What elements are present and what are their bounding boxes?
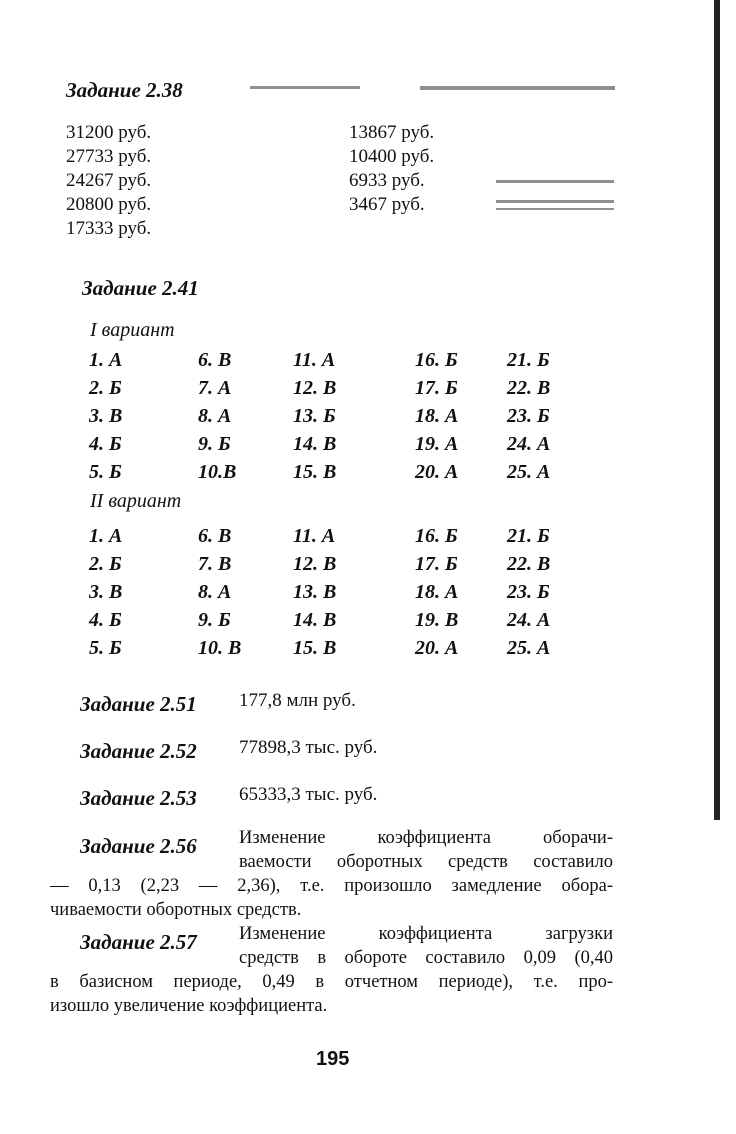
answer-item: 9. Б (198, 433, 231, 455)
variant-2-col-3 (293, 522, 336, 662)
task-256-line-4: чиваемости оборотных средств. (50, 900, 302, 920)
answer-item: 4. Б (89, 609, 122, 631)
answer-item: 12. В (293, 553, 337, 575)
answer-item: 22. В (507, 377, 551, 399)
answer-item: 10.В (198, 461, 237, 483)
answer-item: 11. А (293, 349, 336, 371)
answer-item: 17. Б (415, 553, 458, 575)
scan-noise (496, 208, 614, 210)
variant-1-label: I вариант (90, 319, 175, 341)
value: 24267 руб. (66, 170, 152, 191)
answer-item: 3. В (89, 405, 123, 427)
variant-2-col-1 (89, 522, 122, 662)
variant-2-col-4 (415, 522, 458, 662)
value: 10400 руб. (349, 146, 435, 167)
answer-item: 2. Б (89, 553, 122, 575)
answer-item: 5. Б (89, 637, 122, 659)
answer-item: 11. А (293, 525, 336, 547)
answer-item: 16. Б (415, 349, 458, 371)
answer-item: 17. Б (415, 377, 458, 399)
answer-item: 22. В (507, 553, 551, 575)
task-257-line-1: Изменение коэффициента загрузки (239, 924, 613, 944)
answer-item: 15. В (293, 461, 337, 483)
variant-1-col-3 (293, 346, 336, 486)
answer-item: 20. А (415, 637, 459, 659)
answer-item: 19. А (415, 433, 459, 455)
answer-item: 2. Б (89, 377, 122, 399)
answer-item: 23. Б (507, 581, 550, 603)
answer-item: 25. А (507, 461, 551, 483)
answer-item: 6. В (198, 525, 232, 547)
value: 31200 руб. (66, 122, 152, 143)
answer-item: 18. А (415, 405, 459, 427)
scan-noise (496, 180, 614, 183)
scan-noise (250, 86, 360, 89)
task-257-line-2: средств в обороте составило 0,09 (0,40 (239, 948, 613, 968)
task-251-answer: 177,8 млн руб. (239, 690, 356, 711)
answer-item: 21. Б (507, 525, 550, 547)
task-238-left-values (66, 121, 151, 241)
answer-item: 1. А (89, 525, 123, 547)
answer-item: 9. Б (198, 609, 231, 631)
answer-item: 24. А (507, 433, 551, 455)
task-257-line-3: в базисном периоде, 0,49 в отчетном периоде), т.е. про- (50, 972, 613, 992)
task-253-title: Задание 2.53 (80, 786, 197, 810)
answer-item: 7. В (198, 553, 232, 575)
answer-item: 20. А (415, 461, 459, 483)
scan-edge (714, 0, 720, 820)
answer-item: 14. В (293, 433, 337, 455)
value: 27733 руб. (66, 146, 152, 167)
variant-1-col-2 (198, 346, 236, 486)
answer-item: 5. Б (89, 461, 122, 483)
answer-item: 10. В (198, 637, 242, 659)
value: 20800 руб. (66, 194, 152, 215)
task-241-title: Задание 2.41 (82, 276, 199, 300)
answer-item: 18. А (415, 581, 459, 603)
task-252-answer: 77898,3 тыс. руб. (239, 737, 378, 758)
answer-item: 8. А (198, 405, 232, 427)
answer-item: 23. Б (507, 405, 550, 427)
answer-item: 6. В (198, 349, 232, 371)
answer-item: 15. В (293, 637, 337, 659)
answer-item: 8. А (198, 581, 232, 603)
answer-item: 19. В (415, 609, 459, 631)
task-253-answer: 65333,3 тыс. руб. (239, 784, 378, 805)
value: 6933 руб. (349, 170, 425, 191)
variant-2-label: II вариант (90, 490, 182, 512)
value: 13867 руб. (349, 122, 435, 143)
task-256-line-1: Изменение коэффициента оборачи- (239, 828, 613, 848)
variant-2-col-2 (198, 522, 241, 662)
answer-item: 21. Б (507, 349, 550, 371)
task-256-line-2: ваемости оборотных средств составило (239, 852, 613, 872)
variant-1-col-1 (89, 346, 122, 486)
task-257-title: Задание 2.57 (80, 930, 197, 954)
task-238-right-values (349, 121, 434, 217)
variant-1-col-5 (507, 346, 550, 486)
task-238-title: Задание 2.38 (66, 78, 183, 102)
value: 3467 руб. (349, 194, 425, 215)
scan-noise (496, 200, 614, 203)
value: 17333 руб. (66, 218, 152, 239)
task-252-title: Задание 2.52 (80, 739, 197, 763)
answer-item: 16. Б (415, 525, 458, 547)
answer-item: 12. В (293, 377, 337, 399)
task-256-line-3: — 0,13 (2,23 — 2,36), т.е. произошло замедление обора- (50, 876, 613, 896)
page-number: 195 (316, 1048, 350, 1070)
answer-item: 24. А (507, 609, 551, 631)
variant-2-col-5 (507, 522, 550, 662)
answer-item: 3. В (89, 581, 123, 603)
variant-1-col-4 (415, 346, 458, 486)
answer-item: 13. В (293, 581, 337, 603)
answer-item: 1. А (89, 349, 123, 371)
answer-item: 4. Б (89, 433, 122, 455)
answer-item: 7. А (198, 377, 232, 399)
answer-item: 13. Б (293, 405, 336, 427)
scan-noise (420, 86, 615, 90)
task-257-line-4: изошло увеличение коэффициента. (50, 996, 328, 1016)
answer-item: 25. А (507, 637, 551, 659)
task-256-title: Задание 2.56 (80, 834, 197, 858)
task-251-title: Задание 2.51 (80, 692, 197, 716)
answer-item: 14. В (293, 609, 337, 631)
